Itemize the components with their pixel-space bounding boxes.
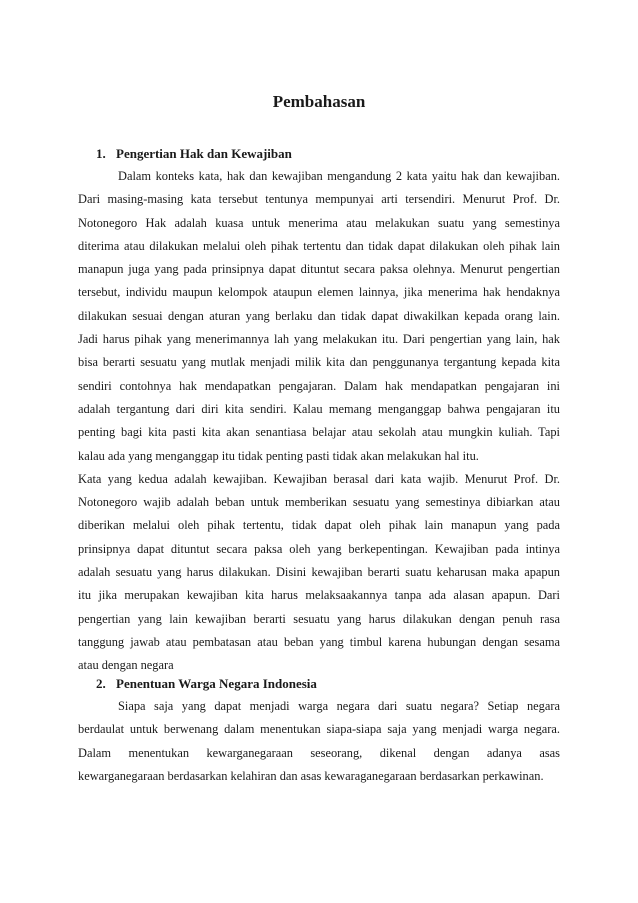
section-heading-2 [96, 676, 317, 692]
paragraph-warga-negara [78, 695, 560, 788]
section-number: 2. [96, 676, 106, 691]
text-line: diterima atau dilakukan melalui oleh pihak tertentu dan tidak dapat dilakukan oleh pihak lain [78, 238, 560, 253]
text-line: Dalam konteks kata, hak dan kewajiban mengandung 2 kata yaitu hak dan kewajiban. [118, 169, 560, 183]
section-number: 1. [96, 146, 106, 161]
text-line: kalau ada yang menganggap itu tidak penting pasti tidak akan melakukan hal itu. [78, 448, 479, 463]
text-line: prinsipnya dapat dituntut secara paksa oleh yang berkepentingan. Kewajiban pada intinya [78, 541, 560, 556]
text-line: adalah tergantung dari diri kita sendiri. Kalau memang menganggap bahwa pengajaran itu [78, 401, 560, 416]
text-line: dilakukan sesuai dengan aturan yang berlaku dan tidak dapat diwakilkan kepada orang lain. [78, 308, 560, 323]
text-line: pengertian yang lain kewajiban berarti sesuatu yang harus dilakukan dengan penuh rasa [78, 611, 560, 626]
paragraph-hak [78, 165, 560, 678]
text-line: Siapa saja yang dapat menjadi warga negara dari suatu negara? Setiap negara [118, 699, 560, 713]
section-heading-text: Penentuan Warga Negara Indonesia [116, 676, 317, 691]
text-line: manapun juga yang pada prinsipnya dapat dituntut secara paksa olehnya. Menurut pengertian [78, 262, 560, 277]
text-line: diberikan melalui oleh pihak tertentu, tidak dapat oleh pihak lain manapun yang pada [78, 518, 560, 533]
text-line: berdaulat untuk berwenang dalam menentukan siapa-siapa saja yang menjadi warga negara. [78, 722, 560, 737]
text-line: Dalam menentukan kewarganegaraan seseorang, dikenal dengan adanya asas [78, 745, 560, 760]
page-title: Pembahasan [272, 92, 366, 111]
text-line: atau dengan negara [78, 658, 174, 673]
text-line: bisa berarti sesuatu yang mutlak menjadi milik kita dan penggunanya tergantung kepada kita [78, 355, 560, 370]
text-line: Notonegoro Hak adalah kuasa untuk menerima atau melakukan suatu yang semestinya [78, 215, 560, 230]
text-line: sendiri contohnya hak mendapatkan pengajaran. Dalam hak mendapatkan pengajaran ini [78, 378, 560, 393]
text-line: Dari masing-masing kata tersebut tentunya mempunyai arti tersendiri. Menurut Prof. Dr. [78, 192, 560, 207]
text-line: itu jika merupakan kewajiban kita harus melaksaakannya tanpa ada alasan apapun. Dari [78, 588, 560, 603]
text-line: kewarganegaraan berdasarkan kelahiran dan asas kewaraganegaraan berdasarkan perkawinan. [78, 768, 544, 783]
text-line: Notonegoro wajib adalah beban untuk memberikan sesuatu yang semestinya dibiarkan atau [78, 495, 560, 510]
text-line: tanggung jawab atau pembatasan atau beban yang timbul karena hubungan dengan sesama [78, 634, 560, 649]
text-line: Kata yang kedua adalah kewajiban. Kewajiban berasal dari kata wajib. Menurut Prof. Dr. [78, 471, 560, 486]
text-line: adalah sesuatu yang harus dilakukan. Disini kewajiban berarti suatu keharusan maka apapun [78, 565, 560, 580]
section-heading-text: Pengertian Hak dan Kewajiban [116, 146, 292, 161]
section-heading-1 [96, 146, 292, 162]
text-line: penting bagi kita pasti kita akan senantiasa belajar atau sekolah atau mungkin kuliah. Tapi [78, 425, 560, 440]
text-line: tersebut, individu maupun kelompok ataupun elemen lainnya, jika menerima hak hendaknya [78, 285, 560, 300]
text-line: Jadi harus pihak yang menerimannya lah yang melakukan itu. Dari pengertian yang lain, hak [78, 332, 560, 347]
